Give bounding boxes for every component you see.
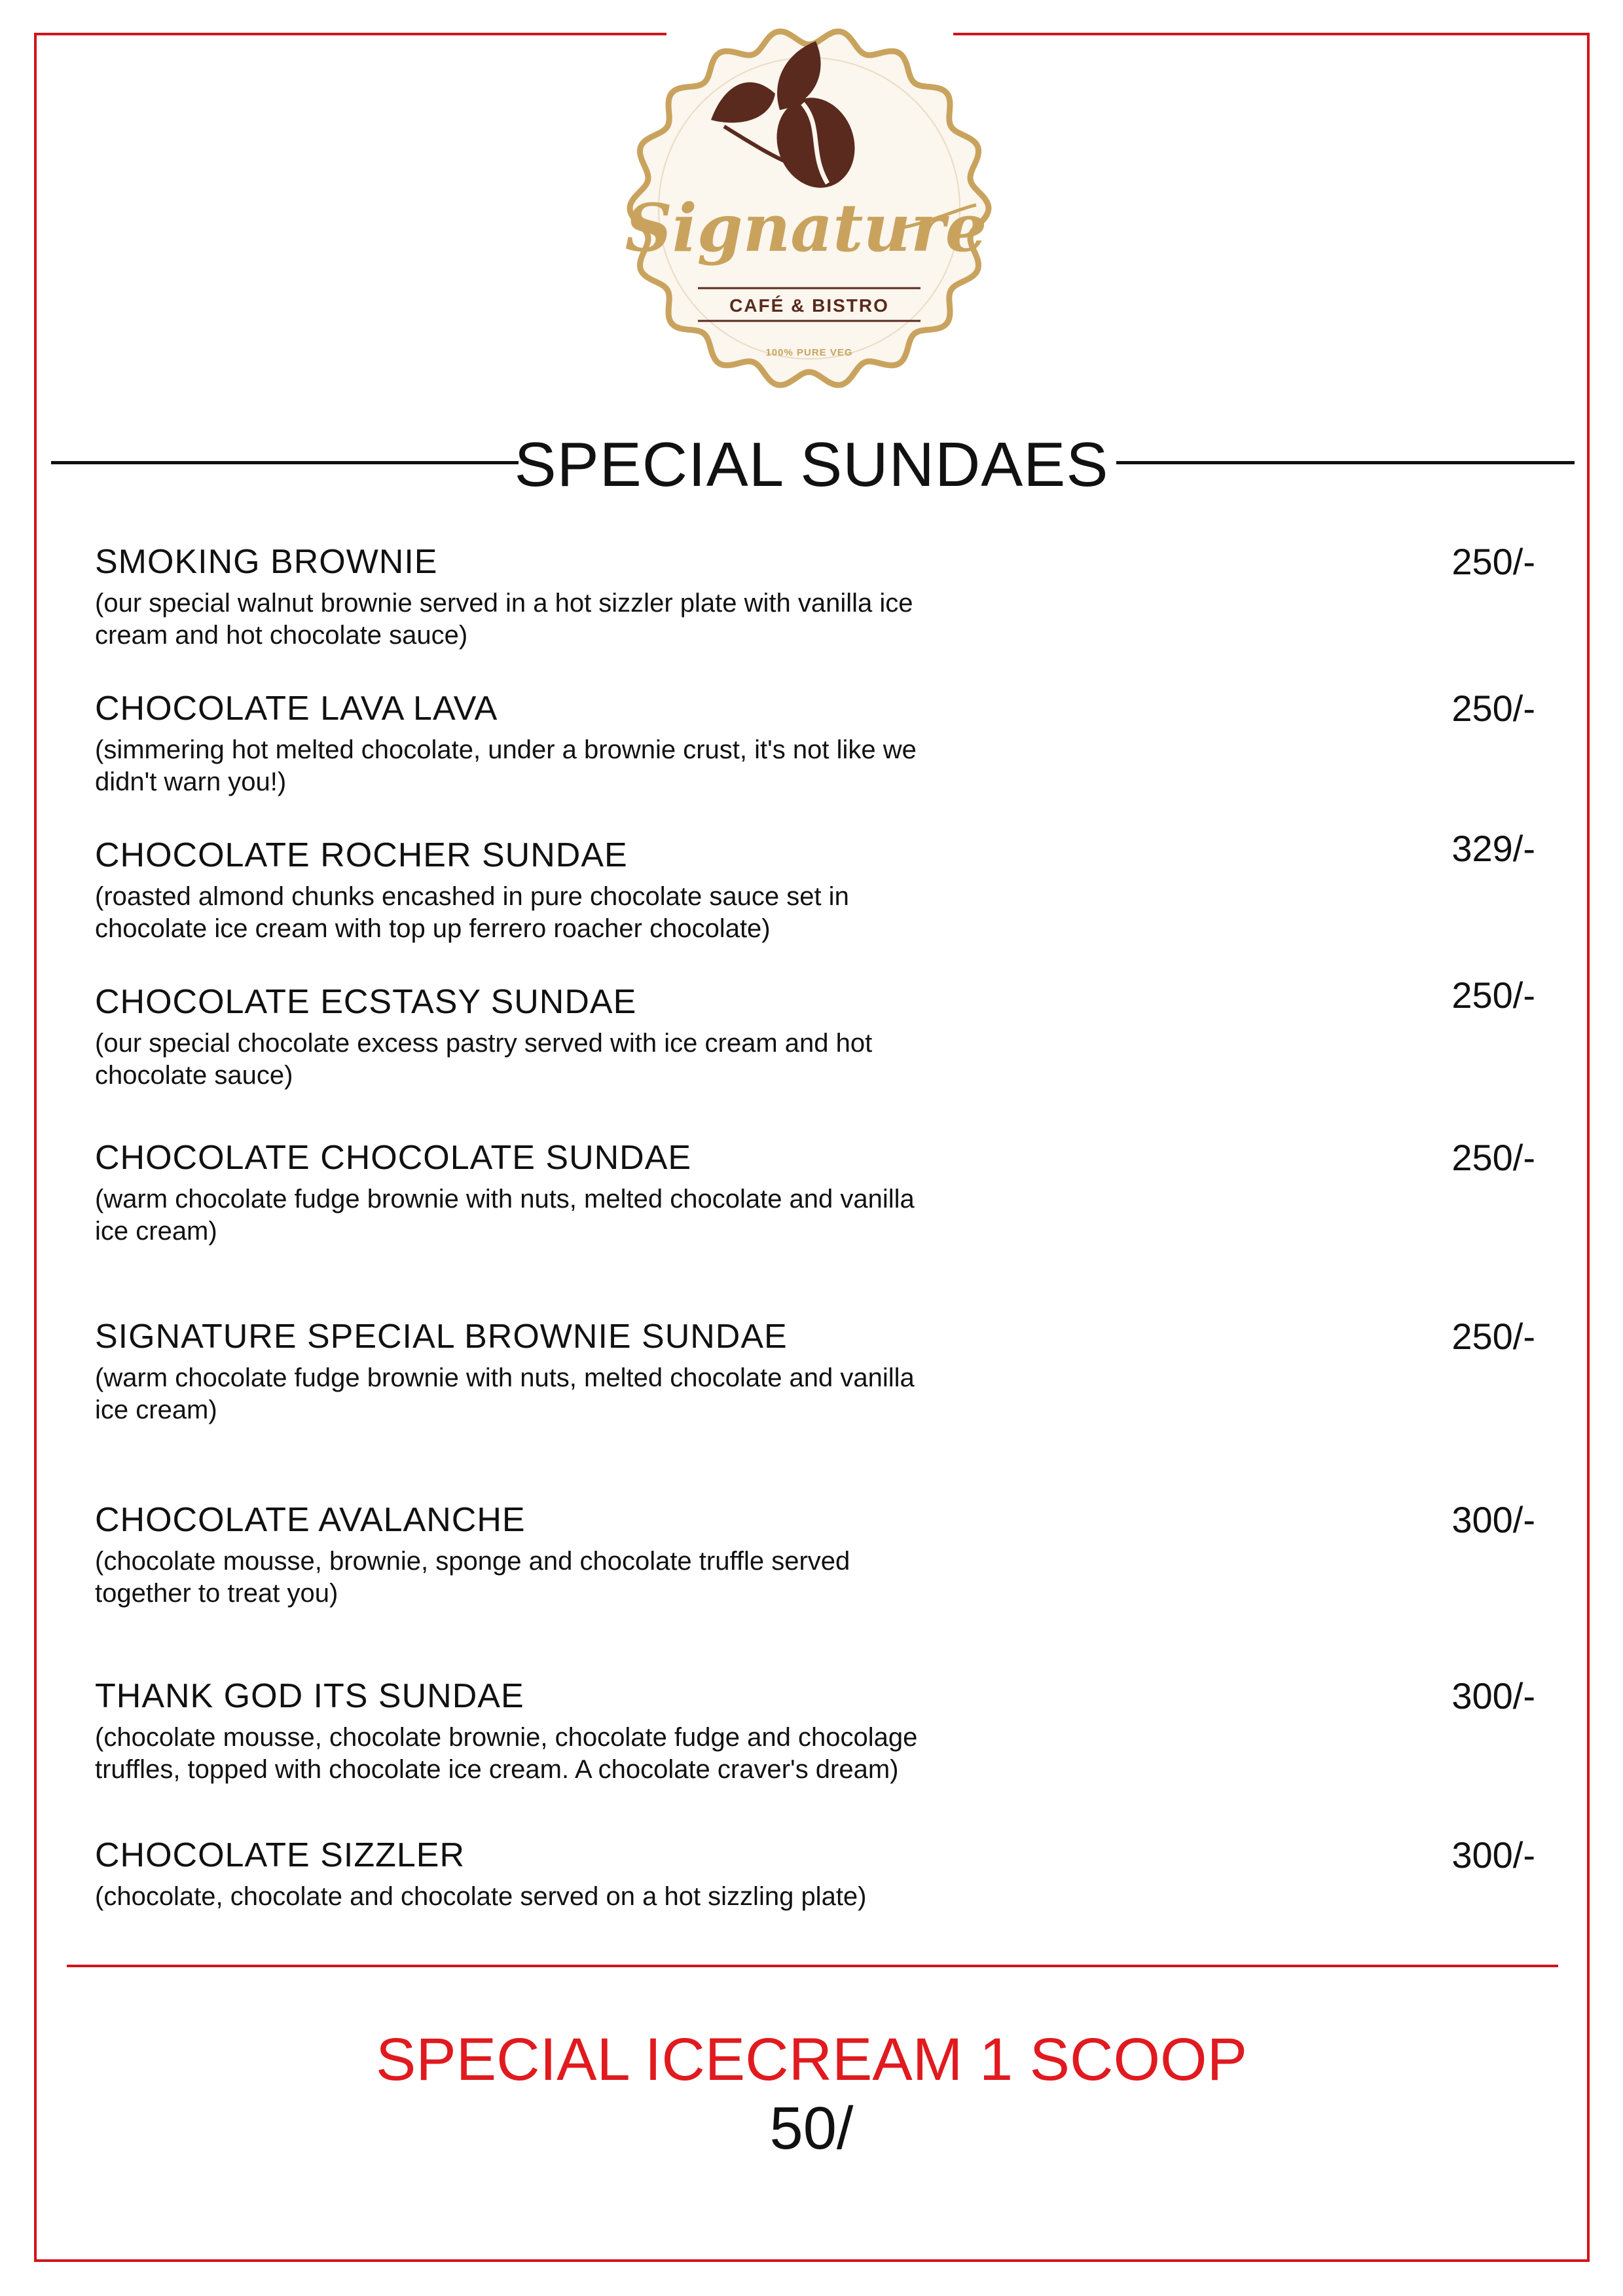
menu-item-name: SIGNATURE SPECIAL BROWNIE SUNDAE (95, 1318, 788, 1356)
menu-item-price: 250/- (1451, 1316, 1535, 1357)
menu-item-name: CHOCOLATE SIZZLER (95, 1836, 465, 1874)
menu-item-price: 329/- (1451, 828, 1535, 869)
frame-top-right (953, 33, 1590, 35)
special-divider (67, 1965, 1558, 1967)
menu-item (95, 1835, 1535, 1913)
menu-item (95, 688, 1535, 798)
frame-top-left (34, 33, 666, 35)
menu-item (95, 828, 1535, 945)
menu-item-description: (chocolate mousse, chocolate brownie, chocolate fudge and chocolage truffles, topped with chocolate ice cream. A chocolate craver's dream) (95, 1723, 918, 1784)
menu-item-description: (chocolate, chocolate and chocolate served on a hot sizzling plate) (95, 1882, 867, 1911)
menu-item-price: 300/- (1451, 1499, 1535, 1540)
frame-bottom (34, 2259, 1590, 2262)
menu-item (95, 1500, 1535, 1610)
menu-item-price: 250/- (1451, 541, 1535, 582)
menu-item (95, 1676, 1535, 1786)
special-icecream-title: SPECIAL ICECREAM 1 SCOOP (376, 2026, 1247, 2093)
special-icecream-price: 50/ (769, 2095, 854, 2162)
menu-item-price: 250/- (1451, 974, 1535, 1016)
menu-item-description: (our special chocolate excess pastry served with ice cream and hot chocolate sauce) (95, 1029, 873, 1090)
menu-item-price: 300/- (1451, 1675, 1535, 1716)
menu-item-name: SMOKING BROWNIE (95, 543, 438, 581)
menu-item-name: CHOCOLATE AVALANCHE (95, 1501, 526, 1539)
menu-item (95, 1316, 1535, 1426)
logo-brand-text: Signature (625, 189, 987, 267)
menu-item-name: CHOCOLATE ECSTASY SUNDAE (95, 983, 637, 1021)
menu-item-price: 250/- (1451, 688, 1535, 729)
cafe-logo (619, 12, 999, 405)
menu-item-name: CHOCOLATE CHOCOLATE SUNDAE (95, 1139, 692, 1177)
menu-item-description: (roasted almond chunks encashed in pure chocolate sauce set in chocolate ice cream with top up ferrero roacher chocolate) (95, 882, 849, 943)
menu-item-name: CHOCOLATE ROCHER SUNDAE (95, 836, 628, 874)
menu-item-price: 250/- (1451, 1137, 1535, 1178)
menu-item-description: (warm chocolate fudge brownie with nuts, melted chocolate and vanilla ice cream) (95, 1185, 915, 1246)
section-title: SPECIAL SUNDAES (514, 430, 1109, 500)
frame-left (34, 33, 37, 2262)
logo-tagline: 100% PURE VEG (765, 347, 853, 358)
menu-item-description: (chocolate mousse, brownie, sponge and chocolate truffle served together to treat you) (95, 1547, 850, 1608)
logo-subtitle: CAFÉ & BISTRO (729, 295, 889, 316)
menu-item (95, 542, 1535, 652)
menu-item-name: THANK GOD ITS SUNDAE (95, 1677, 524, 1715)
menu-item-description: (simmering hot melted chocolate, under a brownie crust, it's not like we didn't warn you!) (95, 735, 917, 796)
menu-item (95, 1138, 1535, 1248)
menu-item (95, 974, 1535, 1092)
menu-item-description: (our special walnut brownie served in a hot sizzler plate with vanilla ice cream and hot chocolate sauce) (95, 589, 913, 650)
menu-item-description: (warm chocolate fudge brownie with nuts, melted chocolate and vanilla ice cream) (95, 1363, 915, 1424)
menu-item-price: 300/- (1451, 1834, 1535, 1876)
frame-right (1587, 33, 1590, 2262)
menu-item-name: CHOCOLATE LAVA LAVA (95, 690, 498, 728)
